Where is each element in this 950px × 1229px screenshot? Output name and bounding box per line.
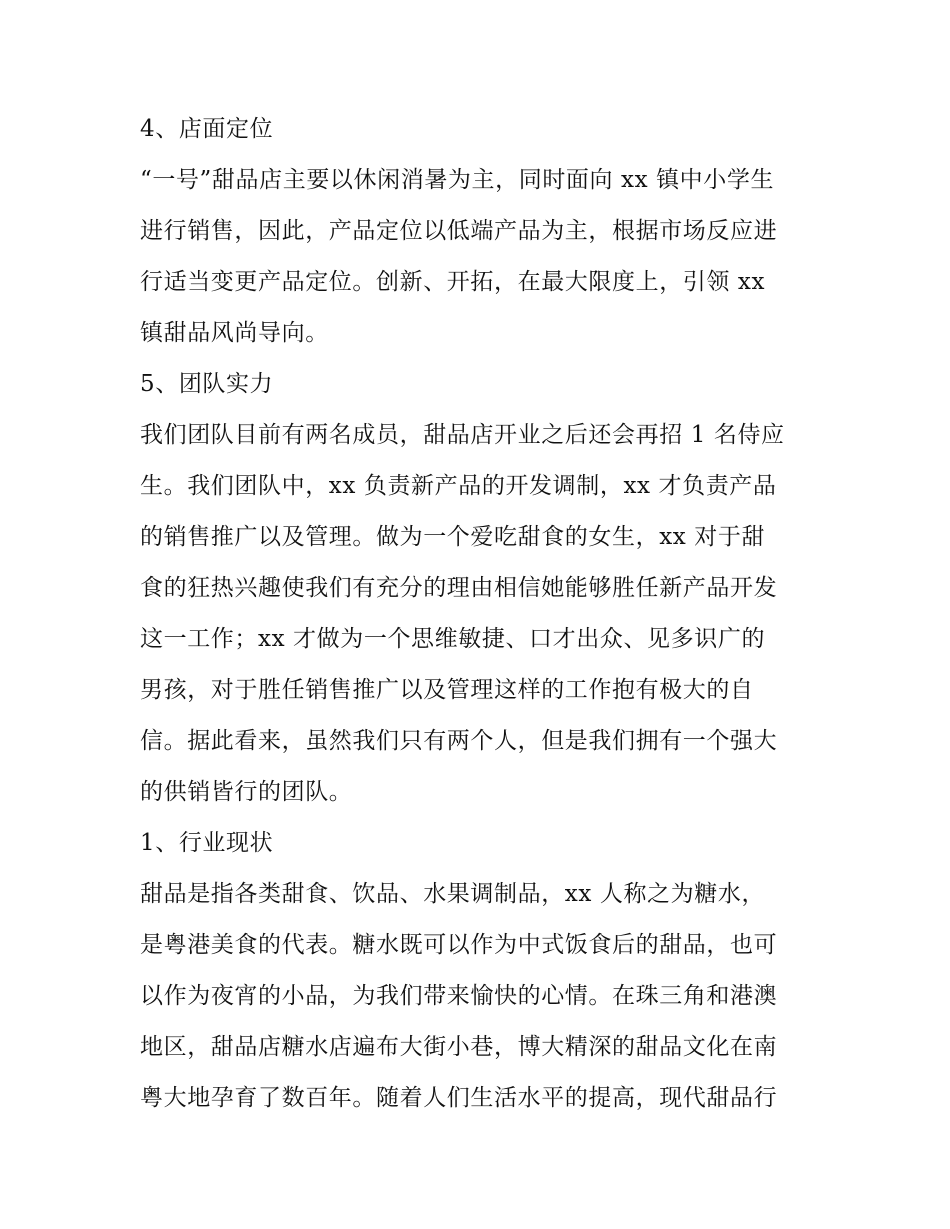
paragraph-line: 以作为夜宵的小品，为我们带来愉快的心情。在珠三角和港澳 bbox=[140, 983, 778, 1009]
heading-store-positioning: 4、店面定位 bbox=[140, 116, 274, 142]
paragraph-line: 行适当变更产品定位。创新、开拓，在最大限度上，引领 xx bbox=[140, 269, 766, 295]
paragraph-line: 甜品是指各类甜食、饮品、水果调制品，xx 人称之为糖水， bbox=[140, 881, 766, 907]
heading-team-strength: 5、团队实力 bbox=[140, 371, 274, 397]
paragraph-line: 进行销售，因此，产品定位以低端产品为主，根据市场反应进 bbox=[140, 218, 778, 244]
paragraph-line: 信。据此看来，虽然我们只有两个人，但是我们拥有一个强大 bbox=[140, 728, 778, 754]
paragraph-line: “一号”甜品店主要以休闲消暑为主，同时面向 xx 镇中小学生 bbox=[140, 167, 775, 193]
paragraph-line: 粤大地孕育了数百年。随着人们生活水平的提高，现代甜品行 bbox=[140, 1085, 778, 1111]
paragraph-line: 这一工作；xx 才做为一个思维敏捷、口才出众、见多识广的 bbox=[140, 626, 766, 652]
paragraph-line: 镇甜品风尚导向。 bbox=[140, 320, 329, 346]
paragraph-line: 是粤港美食的代表。糖水既可以作为中式饭食后的甜品，也可 bbox=[140, 932, 778, 958]
paragraph-line: 男孩，对于胜任销售推广以及管理这样的工作抱有极大的自 bbox=[140, 677, 754, 703]
paragraph-line: 我们团队目前有两名成员，甜品店开业之后还会再招 1 名侍应 bbox=[140, 422, 785, 448]
paragraph-line: 地区，甜品店糖水店遍布大街小巷，博大精深的甜品文化在南 bbox=[140, 1034, 778, 1060]
paragraph-line: 生。我们团队中，xx 负责新产品的开发调制，xx 才负责产品 bbox=[140, 473, 777, 499]
paragraph-line: 的销售推广以及管理。做为一个爱吃甜食的女生，xx 对于甜 bbox=[140, 524, 766, 550]
heading-industry-status: 1、行业现状 bbox=[140, 830, 274, 856]
paragraph-line: 的供销皆行的团队。 bbox=[140, 779, 353, 805]
paragraph-line: 食的狂热兴趣使我们有充分的理由相信她能够胜任新产品开发 bbox=[140, 575, 778, 601]
